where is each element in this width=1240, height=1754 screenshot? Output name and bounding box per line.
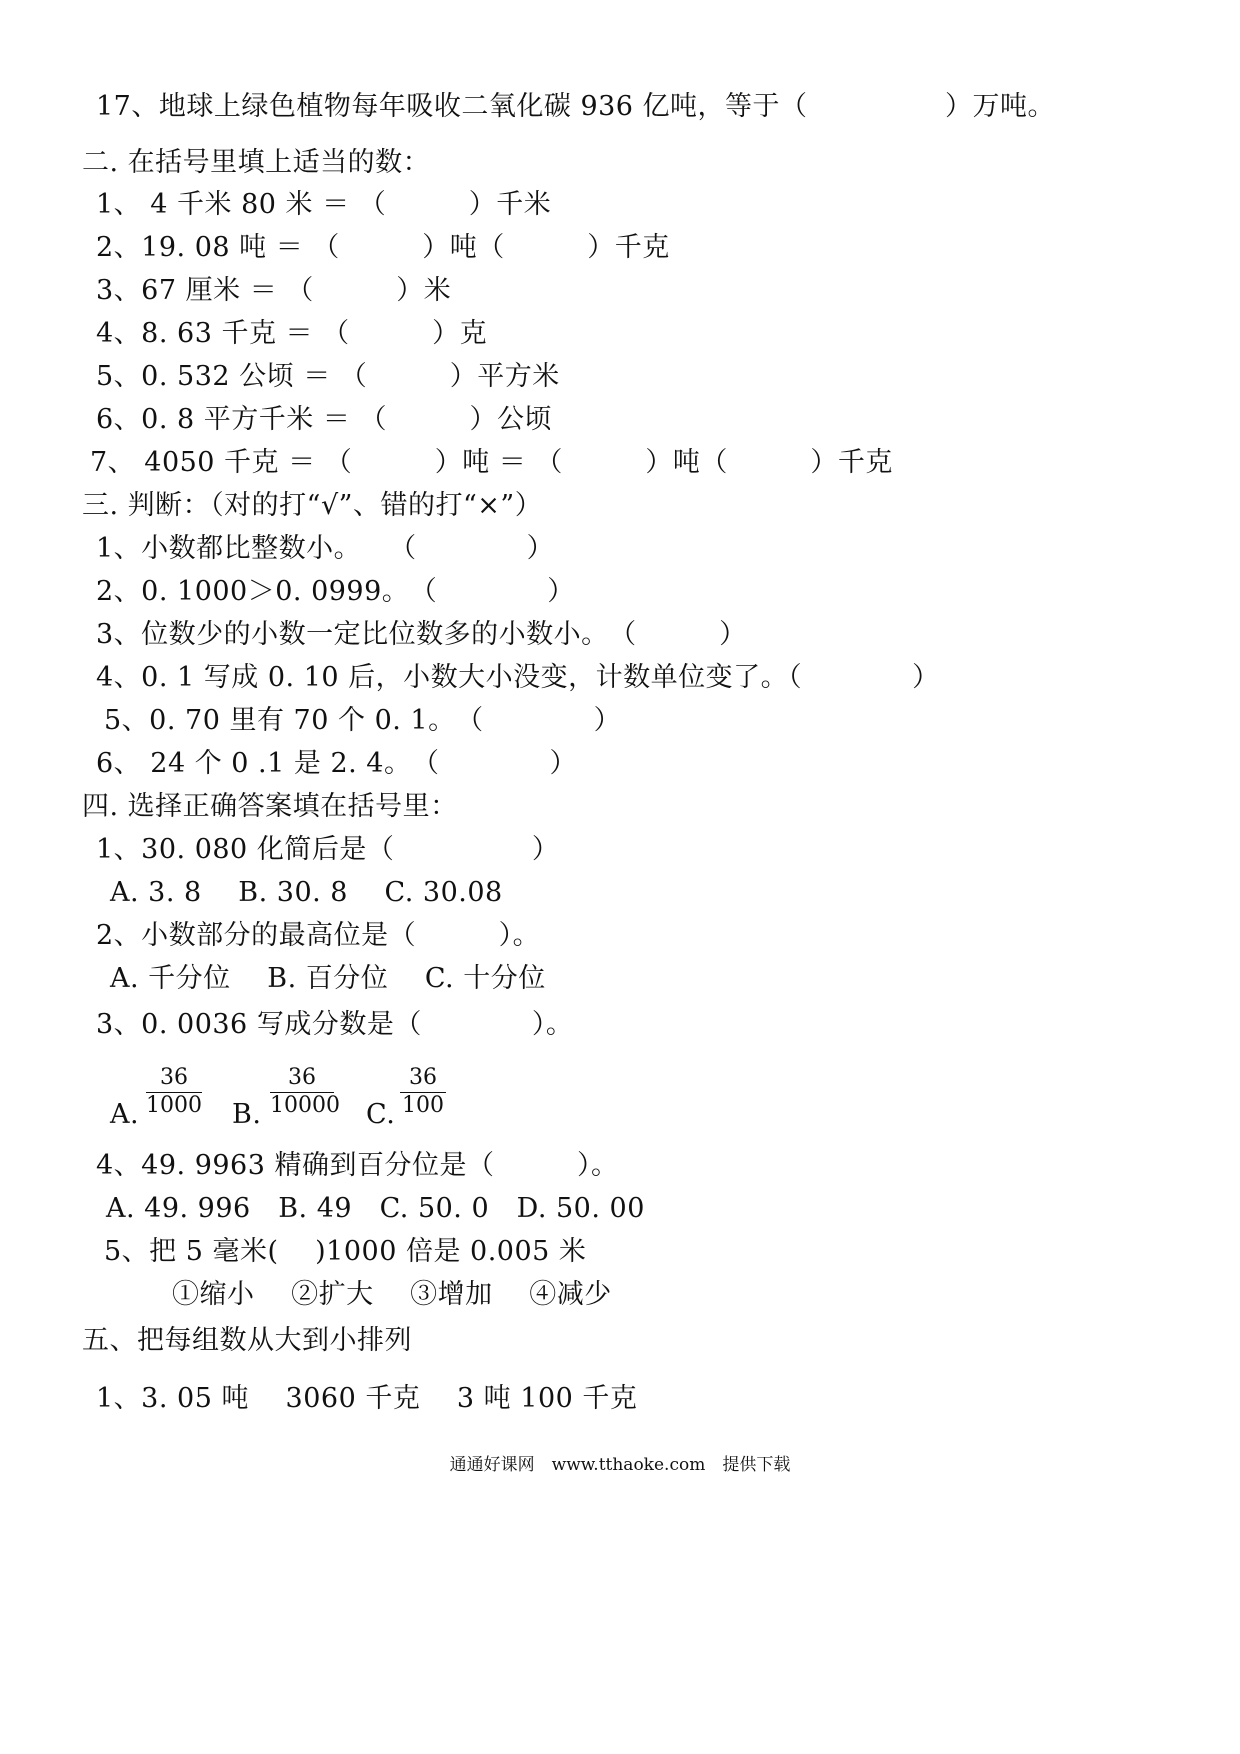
section-4-title: 四. 选择正确答案填在括号里：: [82, 791, 458, 822]
section-5-title: 五、把每组数从大到小排列: [82, 1325, 412, 1356]
footer-text: 通通好课网 www.tthaoke.com 提供下载: [449, 1455, 791, 1475]
section-4-q3: 3、0. 0036 写成分数是（ ）。: [96, 1009, 574, 1040]
section-2-title: 二. 在括号里填上适当的数：: [82, 147, 431, 178]
section-4-q4: 4、49. 9963 精确到百分位是（ ）。: [96, 1150, 619, 1181]
section-4-q5-options: ①缩小 ②扩大 ③增加 ④减少: [172, 1279, 612, 1310]
section-3-item-1: 1、小数都比整数小。 （ ）: [96, 533, 555, 564]
q3-option-c-letter: C.: [366, 1099, 396, 1130]
section-4-q2-options: A. 千分位 B. 百分位 C. 十分位: [110, 963, 546, 994]
q3-option-c-fraction: [400, 1066, 446, 1118]
q3-option-b-denominator: 10000: [270, 1093, 340, 1118]
section-2-item-1: 1、 4 千米 80 米 ＝ （ ）千米: [96, 189, 552, 220]
section-2-item-5: 5、0. 532 公顷 ＝ （ ）平方米: [96, 361, 560, 392]
section-2-item-4: 4、8. 63 千克 ＝ （ ）克: [96, 318, 488, 349]
section-4-q1-options: A. 3. 8 B. 30. 8 C. 30.08: [110, 877, 503, 908]
section-2-item-6: 6、0. 8 平方千米 ＝ （ ）公顷: [96, 404, 552, 435]
section-2-item-7: 7、 4050 千克 ＝ （ ）吨 ＝ （ ）吨（ ）千克: [90, 447, 893, 478]
q3-option-a-denominator: 1000: [146, 1093, 202, 1118]
section-2-item-2: 2、19. 08 吨 ＝ （ ）吨（ ）千克: [96, 232, 670, 263]
q3-option-b-fraction: [270, 1065, 340, 1118]
q3-option-a-numerator: 36: [160, 1065, 188, 1090]
section-3-item-2: 2、0. 1000＞0. 0999。 （ ）: [96, 576, 575, 607]
section-3-item-3: 3、位数少的小数一定比位数多的小数小。 （ ）: [96, 619, 747, 650]
q3-option-c-denominator: 100: [402, 1093, 444, 1118]
q3-option-b-letter: B.: [232, 1099, 262, 1130]
section-2-item-3: 3、67 厘米 ＝ （ ）米: [96, 275, 452, 306]
question-17: 17、地球上绿色植物每年吸收二氧化碳 936 亿吨，等于（ ）万吨。: [96, 91, 1056, 122]
section-4-q1: 1、30. 080 化简后是（ ）: [96, 834, 560, 865]
section-3-item-6: 6、 24 个 0 .1 是 2. 4。 （ ）: [96, 748, 577, 779]
section-3-item-5: 5、0. 70 里有 70 个 0. 1。 （ ）: [104, 705, 622, 736]
q3-option-a-letter: A.: [110, 1099, 140, 1130]
q3-option-a-fraction: [146, 1066, 202, 1118]
section-4-q2: 2、小数部分的最高位是（ ）。: [96, 920, 541, 951]
section-4-q4-options: A. 49. 996 B. 49 C. 50. 0 D. 50. 00: [106, 1193, 645, 1224]
q3-option-c-numerator: 36: [409, 1065, 437, 1090]
section-4-q5: 5、把 5 毫米( )1000 倍是 0.005 米: [104, 1236, 587, 1267]
section-5-item-1: 1、3. 05 吨 3060 千克 3 吨 100 千克: [96, 1383, 638, 1414]
q3-option-b-numerator: 36: [288, 1065, 316, 1090]
section-3-item-4: 4、0. 1 写成 0. 10 后，小数大小没变，计数单位变了。（ ）: [96, 662, 940, 693]
section-3-title: 三. 判断：（对的打“√”、错的打“×”）: [82, 490, 543, 521]
